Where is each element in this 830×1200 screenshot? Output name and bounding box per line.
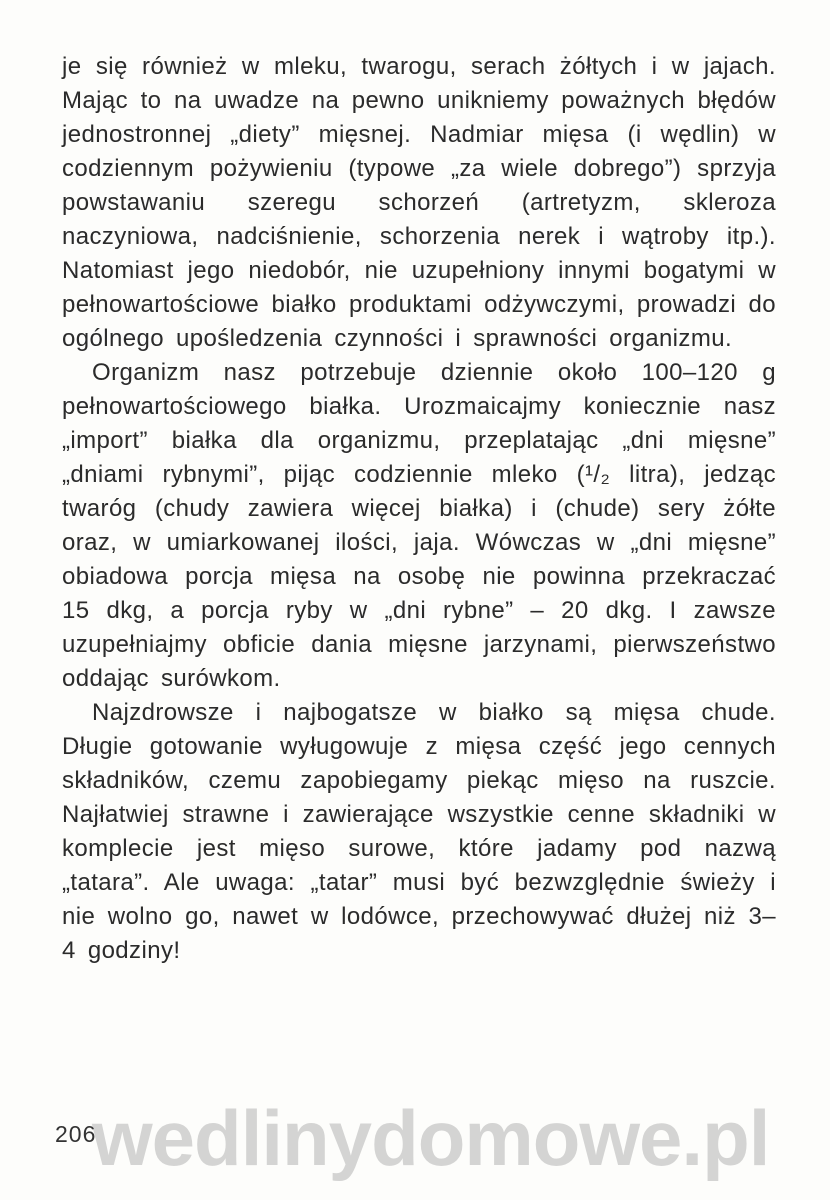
page-number: 206 [55,1121,97,1147]
page-text-block [62,50,776,968]
paragraph-daily-protein: Organizm nasz potrzebuje dziennie około 100–120 g pełnowartościowego białka. Urozmaicajmy koniecznie nasz „import” białka dla organizmu, przeplatając „dni mięsne” „dniami rybnymi”, pijąc codziennie mleko (¹/₂ litra), jedząc twaróg (chudy zawiera więcej białka) i (chude) sery żółte oraz, w umiarkowanej ilości, jaja. Wówczas w „dni mięsne” obiadowa porcja mięsa na osobę nie powinna przekraczać 15 dkg, a porcja ryby w „dni rybne” – 20 dkg. I zawsze uzupełniajmy obficie dania mięsne jarzynami, pierwszeństwo oddając surówkom. [62,359,776,692]
paragraph-lean-meat: Najzdrowsze i najbogatsze w białko są mięsa chude. Długie gotowanie wyługowuje z mięsa część jego cennych składników, czemu zapobiegamy piekąc mięso na ruszcie. Najłatwiej strawne i zawierające wszystkie cenne składniki w komplecie jest mięso surowe, które jadamy pod nazwą „tatara”. Ale uwaga: „tatar” musi być bezwzględnie świeży i nie wolno go, nawet w lodówce, przechowywać dłużej niż 3–4 godziny! [62,699,776,964]
watermark-text: wedlinydomowe.pl [92,1094,770,1182]
paragraph-continuation: je się również w mleku, twarogu, serach żółtych i w jajach. Mając to na uwadze na pewno unikniemy poważnych błędów jednostronnej „diety” mięsnej. Nadmiar mięsa (i wędlin) w codziennym pożywieniu (typowe „za wiele dobrego”) sprzyja powstawaniu szeregu schorzeń (artretyzm, skleroza naczyniowa, nadciśnienie, schorzenia nerek i wątroby itp.). Natomiast jego niedobór, nie uzupełniony innymi bogatymi w pełnowartościowe białko produktami odżywczymi, prowadzi do ogólnego upośledzenia czynności i sprawności organizmu. [62,53,776,352]
